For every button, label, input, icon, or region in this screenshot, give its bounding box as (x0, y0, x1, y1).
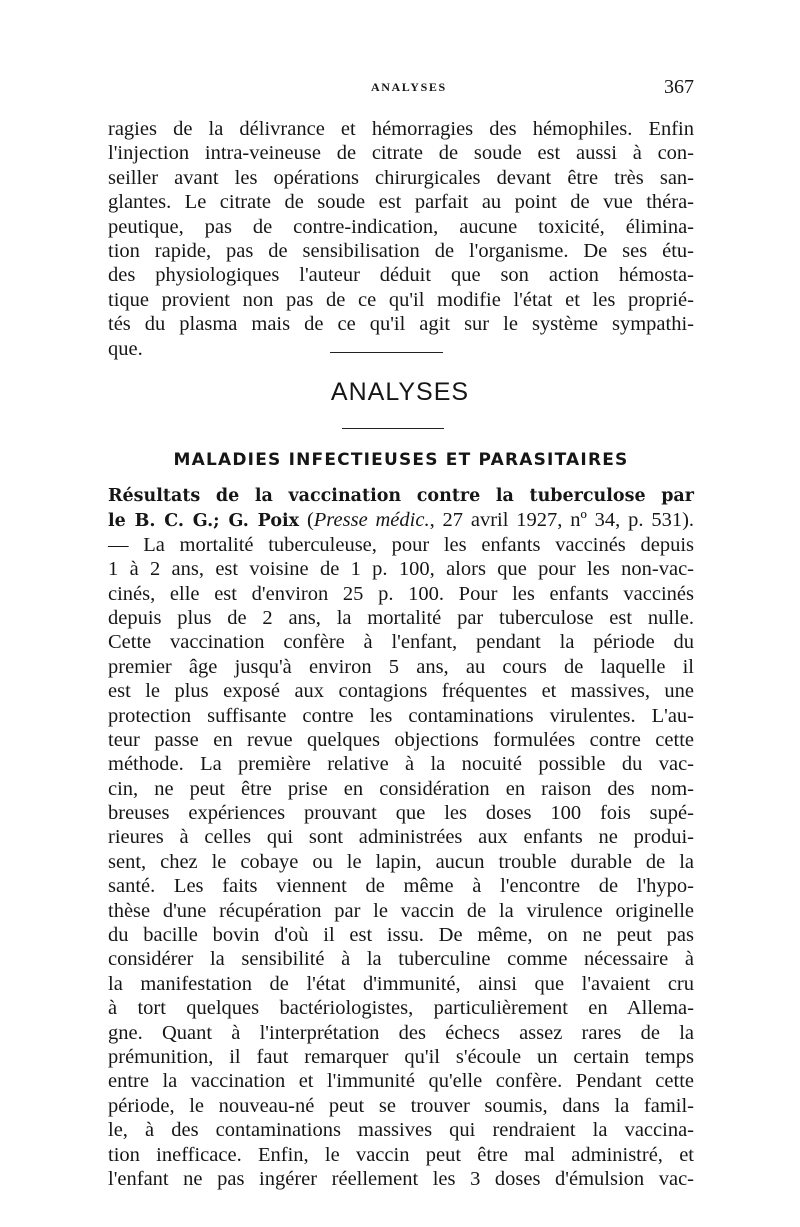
article-title: Résultats de la vaccination contre la tuberculose par (108, 486, 694, 506)
text-line: prémunition, il faut remarquer qu'il s'écoule un certain temps (108, 1045, 694, 1068)
text-line: sent, chez le cobaye ou le lapin, aucun trouble durable de la (108, 850, 694, 873)
article-citation: (Presse médic., 27 avril 1927, nº 34, p. 531). (306, 509, 695, 532)
text-line: protection suffisante contre les contaminations virulentes. L'au- (108, 704, 694, 727)
text-line: des physiologiques l'auteur déduit que son action hémosta- (108, 264, 694, 287)
article (108, 484, 694, 1191)
text-line: du bacille bovin d'où il est issu. De même, on ne peut pas (108, 924, 694, 947)
text-line: considérer la sensibilité à la tuberculine comme nécessaire à (108, 948, 694, 971)
text-line: Cette vaccination confère à l'enfant, pendant la période du (108, 631, 694, 654)
text-line: teur passe en revue quelques objections formulées contre cette (108, 728, 694, 751)
text-line: tion inefficace. Enfin, le vaccin peut être mal administré, et (108, 1143, 694, 1166)
text-line: gne. Quant à l'interprétation des échecs assez rares de la (108, 1021, 694, 1044)
separator-rule (330, 352, 443, 353)
text-line: — La mortalité tuberculeuse, pour les enfants vaccinés depuis (108, 533, 694, 556)
text-line: l'enfant ne pas ingérer réellement les 3 doses d'émulsion vac- (108, 1167, 694, 1190)
continuation-paragraph (108, 117, 694, 361)
text-line: ragies de la délivrance et hémorragies des hémophiles. Enfin (108, 118, 694, 140)
text-line: à tort quelques bactériologistes, particulièrement en Allema- (108, 997, 694, 1020)
text-line: cin, ne peut être prise en considération en raison des nom- (108, 777, 694, 800)
running-head-title: ANALYSES (371, 80, 447, 94)
text-line: rieures à celles qui sont administrées aux enfants ne produi- (108, 826, 694, 849)
page-number: 367 (664, 76, 694, 98)
text-line: est le plus exposé aux contagions fréquentes et massives, une (108, 680, 694, 703)
text-line: premier âge jusqu'à environ 5 ans, au cours de laquelle il (108, 655, 694, 678)
title-underline (342, 428, 444, 429)
article-author: le B. C. G.; G. Poix (108, 511, 300, 532)
text-line: tique provient non pas de ce qu'il modifie l'état et les proprié- (108, 288, 694, 311)
text-line: méthode. La première relative à la nocuité possible du vac- (108, 753, 694, 776)
category-heading: MALADIES INFECTIEUSES ET PARASITAIRES (173, 450, 629, 470)
text-line: glantes. Le citrate de soude est parfait au point de vue théra- (108, 191, 694, 214)
text-line: santé. Les faits viennent de même à l'encontre de l'hypo- (108, 875, 694, 898)
text-line: que. (108, 337, 143, 360)
text-line: breuses expériences prouvant que les doses 100 fois supé- (108, 802, 694, 825)
running-head (108, 76, 694, 100)
text-line: depuis plus de 2 ans, la mortalité par tuberculose est nulle. (108, 606, 694, 629)
text-line: peutique, pas de contre-indication, aucune toxicité, élimina- (108, 215, 694, 238)
text-line: seiller avant les opérations chirurgicales devant être très san- (108, 166, 694, 189)
text-line: entre la vaccination et l'immunité qu'elle confère. Pendant cette (108, 1070, 694, 1093)
text-line: la manifestation de l'état d'immunité, ainsi que l'avaient cru (108, 972, 694, 995)
text-line: tion rapide, pas de sensibilisation de l'organisme. De ses étu- (108, 239, 694, 262)
text-line: thèse d'une récupération par le vaccin de la virulence originelle (108, 899, 694, 922)
text-line: l'injection intra-veineuse de citrate de soude est aussi à con- (108, 142, 694, 165)
text-line: le, à des contaminations massives qui rendraient la vaccina- (108, 1119, 694, 1142)
text-line: tés du plasma mais de ce qu'il agit sur le système sympathi- (108, 313, 694, 336)
text-line: période, le nouveau-né peut se trouver soumis, dans la famil- (108, 1094, 694, 1117)
article-title-line2 (108, 508, 694, 532)
section-title: ANALYSES (330, 378, 470, 406)
text-line: 1 à 2 ans, est voisine de 1 p. 100, alors que pour les non-vac- (108, 558, 694, 581)
text-line: cinés, elle est d'environ 25 p. 100. Pour les enfants vaccinés (108, 582, 694, 605)
